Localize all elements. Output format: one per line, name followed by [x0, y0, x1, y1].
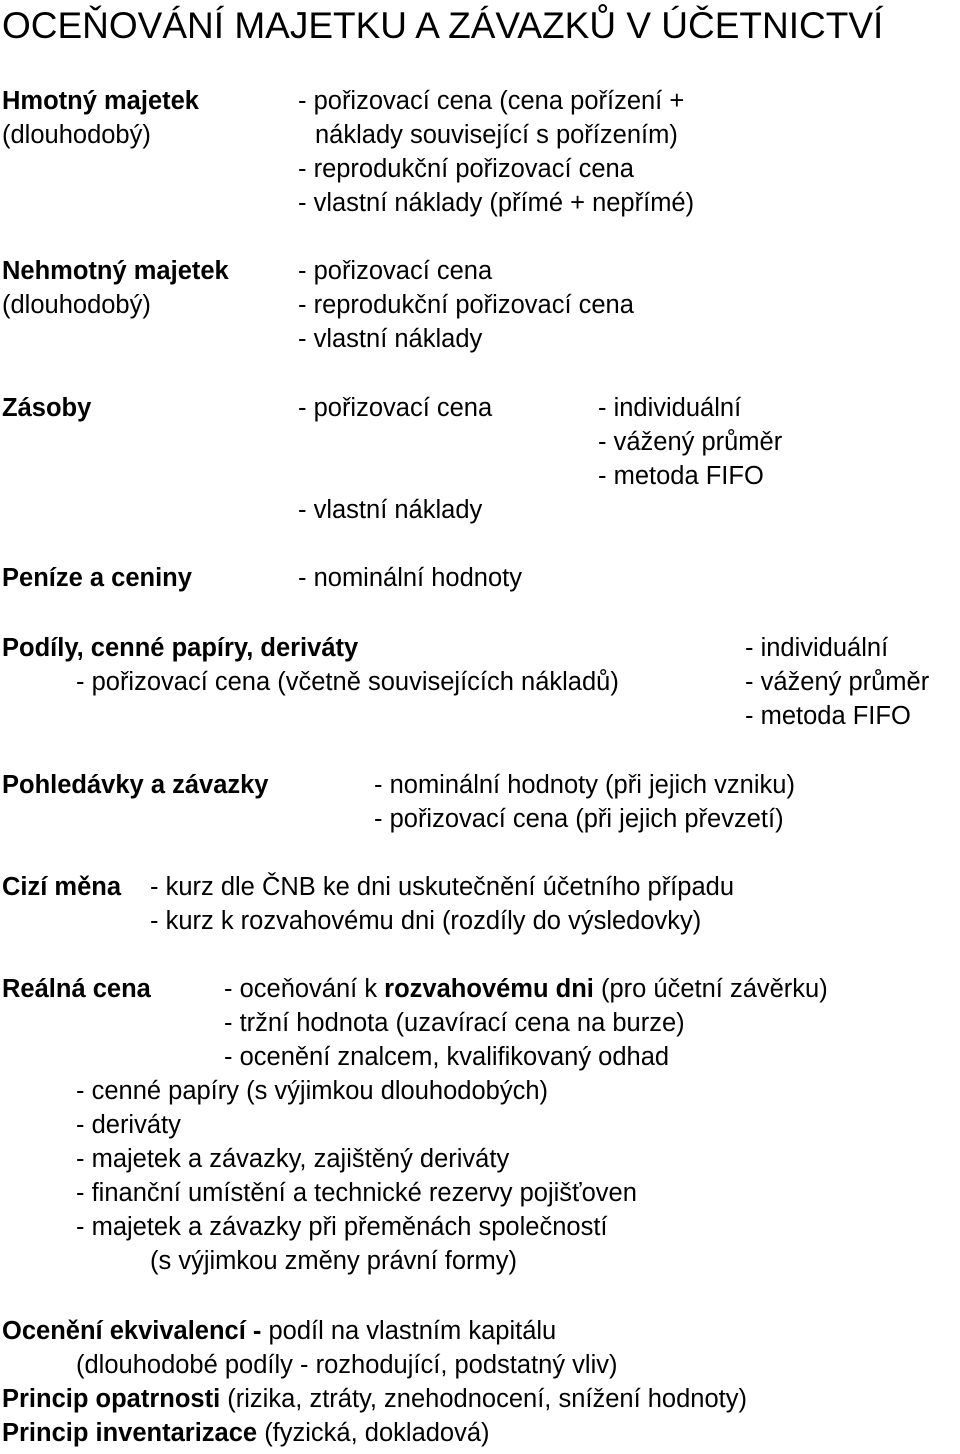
realna-list-2: - deriváty [76, 1111, 181, 1139]
nehmotny-label: Nehmotný majetek [2, 257, 229, 285]
pohledavky-label: Pohledávky a závazky [2, 771, 269, 799]
realna-label: Reálná cena [2, 975, 151, 1003]
zasoby-method-3: - metoda FIFO [598, 462, 764, 490]
ekvivalence-line-1 [2, 1314, 556, 1348]
cizi-item-1: - kurz dle ČNB ke dni uskutečnění účetního případu [150, 873, 734, 901]
zasoby-item-1: - pořizovací cena [298, 394, 493, 422]
ekvivalence-label: Ocenění ekvivalencí - [2, 1317, 262, 1345]
pohledavky-item-2: - pořizovací cena (při jejich převzetí) [374, 805, 784, 833]
realna-line-1-bold: rozvahovému dni [384, 975, 594, 1003]
page-title: OCEŇOVÁNÍ MAJETKU A ZÁVAZKŮ V ÚČETNICTVÍ [2, 5, 884, 46]
hmotny-item-3: - reprodukční pořizovací cena [298, 155, 634, 183]
zasoby-method-1: - individuální [598, 394, 742, 422]
inventarizace-label: Princip inventarizace [2, 1419, 258, 1447]
zasoby-label: Zásoby [2, 394, 92, 422]
realna-list-1: - cenné papíry (s výjimkou dlouhodobých) [76, 1077, 548, 1105]
realna-item-2: - ocenění znalcem, kvalifikovaný odhad [224, 1043, 670, 1071]
realna-list-5: - majetek a závazky při přeměnách společností [76, 1213, 608, 1241]
pohledavky-item-1: - nominální hodnoty (při jejich vzniku) [374, 771, 795, 799]
opatrnost-line [2, 1382, 747, 1416]
realna-line-1-pre: - oceňování k [224, 975, 385, 1003]
nehmotny-sub: (dlouhodobý) [2, 291, 151, 319]
realna-list-4: - finanční umístění a technické rezervy pojišťoven [76, 1179, 637, 1207]
cizi-item-2: - kurz k rozvahovému dni (rozdíly do výsledovky) [150, 907, 702, 935]
hmotny-item-4: - vlastní náklady (přímé + nepřímé) [298, 189, 695, 217]
ekvivalence-text: podíl na vlastním kapitálu [261, 1317, 557, 1345]
podily-label: Podíly, cenné papíry, deriváty [2, 634, 359, 662]
podily-method-3: - metoda FIFO [745, 702, 911, 730]
opatrnost-text: (rizika, ztráty, znehodnocení, snížení hodnoty) [220, 1385, 747, 1413]
nehmotny-item-2: - reprodukční pořizovací cena [298, 291, 634, 319]
zasoby-method-2: - vážený průměr [598, 428, 783, 456]
realna-item-1: - tržní hodnota (uzavírací cena na burze) [224, 1009, 685, 1037]
hmotny-label: Hmotný majetek [2, 87, 199, 115]
opatrnost-label: Princip opatrnosti [2, 1385, 221, 1413]
inventarizace-line [2, 1416, 490, 1450]
nehmotny-item-1: - pořizovací cena [298, 257, 493, 285]
hmotny-item-1: - pořizovací cena (cena pořízení + [298, 87, 685, 115]
cizi-label: Cizí měna [2, 873, 122, 901]
podily-method-1: - individuální [745, 634, 889, 662]
penize-item-1: - nominální hodnoty [298, 564, 522, 592]
realna-list-3: - majetek a závazky, zajištěný deriváty [76, 1145, 510, 1173]
hmotny-item-2: náklady související s pořízením) [315, 121, 678, 149]
inventarizace-text: (fyzická, dokladová) [257, 1419, 490, 1447]
zasoby-item-2: - vlastní náklady [298, 496, 483, 524]
podily-item-1: - pořizovací cena (včetně souvisejících nákladů) [76, 668, 619, 696]
hmotny-sub: (dlouhodobý) [2, 121, 151, 149]
penize-label: Peníze a ceniny [2, 564, 192, 592]
podily-method-2: - vážený průměr [745, 668, 930, 696]
ekvivalence-line-2: (dlouhodobé podíly - rozhodující, podstatný vliv) [76, 1351, 618, 1379]
nehmotny-item-3: - vlastní náklady [298, 325, 483, 353]
realna-list-6: (s výjimkou změny právní formy) [150, 1247, 517, 1275]
realna-line-1-post: (pro účetní závěrku) [593, 975, 828, 1003]
realna-line-1 [224, 972, 828, 1006]
